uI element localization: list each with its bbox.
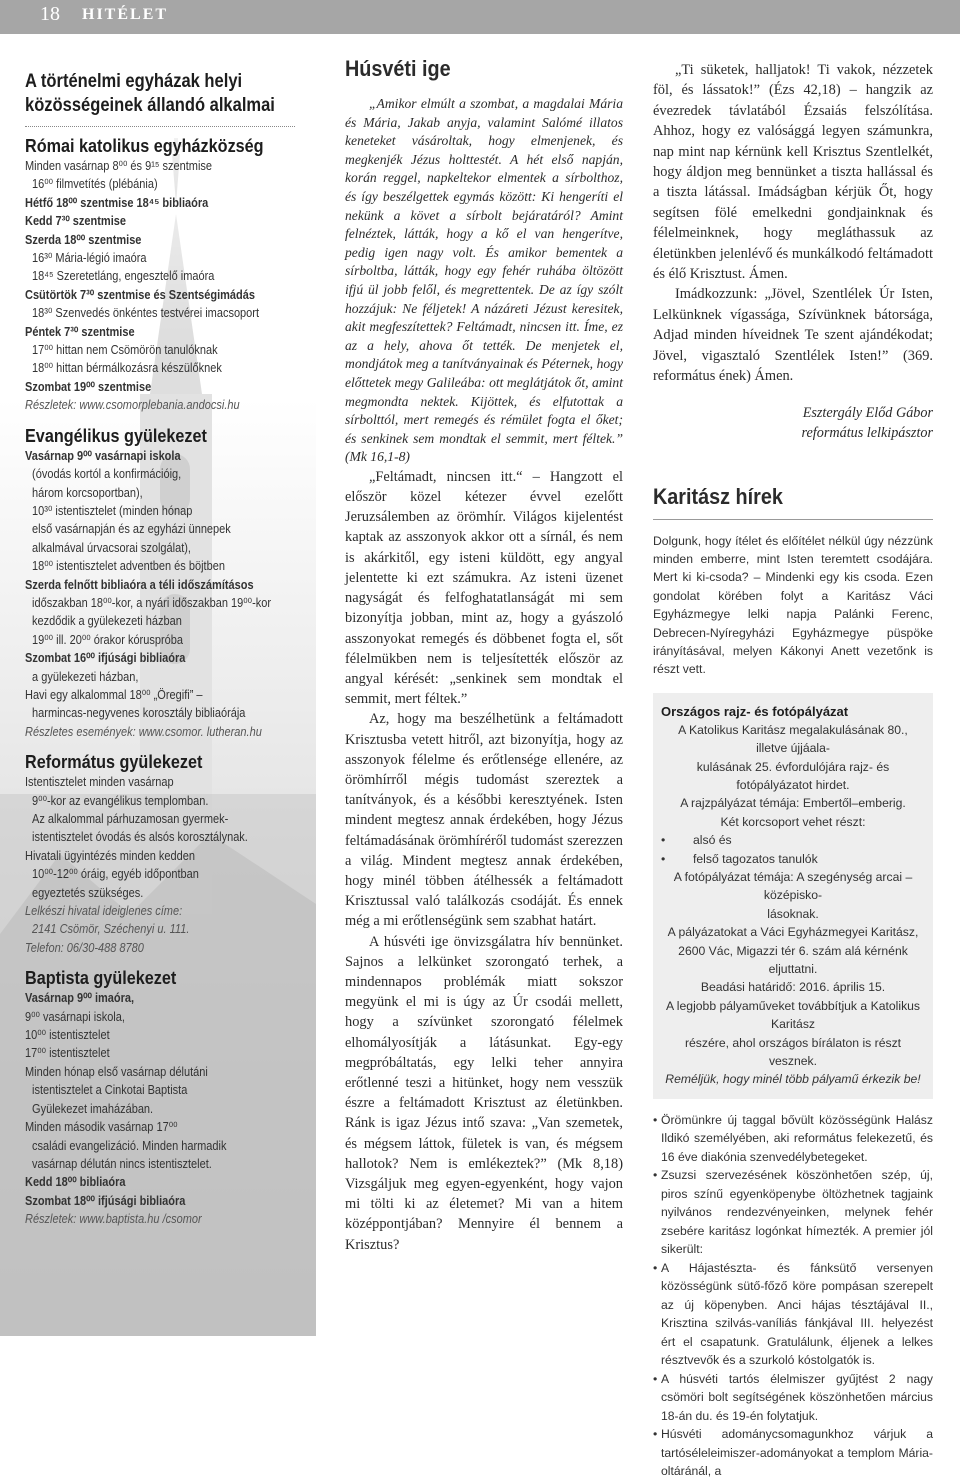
page-number: 18: [40, 3, 60, 25]
header-bar: [0, 0, 960, 34]
scripture-quote: „Amikor elmúlt a szombat, a magdalai Mária és Mária, Jakab anyja, valamint Salómé illatos keneteket vásároltak, hogy elmenjenek, és megkenjék Jézus holttestét. A hét első napján, korán reggel, napkeltekor elmentek a sírbolthoz, és így beszélgettek egymás között: Ki hengeríti el nekünk a követ a sírbolt bejáratáról? Amint felnéztek, látták, hogy a kő el van hengerítve, pedig igen nagy volt. És amikor bementek a sírboltba, látták, hogy egy fehér ruhába öltözött ifjú ül jobb felől, és megrettentek. De az így szólt hozzájuk: Ne féljetek! A názáreti Jézust keresitek, akit megfeszítettek? Feltámadt, nincsen itt. Íme, ez az a hely, ahova őt tették. De menjetek el, mondjátok meg a tanítványainak és Péternek, hogy előttetek megy Galileába: ott meglátjátok őt, amint megmondta nektek. Kijöttek, és elfutottak a sírbolttól, mert remegés és rémület fogta el őket; és senkinek sem mondtak el semmit, mert féltek.” (Mk 16,1-8): [345, 96, 623, 465]
easter-heading: Húsvéti ige: [345, 56, 451, 81]
reformed-heading: Református gyülekezet: [25, 752, 203, 773]
news-item: • A Hájastészta- és fánksütő versenyen közösségünk sütő-főző köre pompásan szerepelt az új köpenyben. Anci hájas tésztájával II., Krisztina szilvás-vaníliás fánkjával III. helyezést ért el csapatunk. Gratulálunk, éljenek a lelkes résztvevők és a szurkoló kóstolgatók is.: [653, 1259, 933, 1370]
baptist-details-link[interactable]: Részletek: www.baptista.hu /csomor: [25, 1212, 202, 1227]
karitasz-heading: Karitász hírek: [653, 483, 783, 509]
karitasz-intro: Dolgunk, hogy ítélet és előítélet nélkül úgy nézzünk minden emberre, mint Isten teremtett csodájára. Mert ki ki-csoda? – Mindenki egy kis csoda. Ezen gondolat körében folyt a Karitász Váci Egyházmegye lelki napja Palánki Ferenc, Debrecen-Nyíregyházi Egyházmegye püspöke irányításával, melyen Kákonyi Anett vezetőnk is részt vett.: [653, 533, 933, 677]
catholic-heading: Római katolikus egyházközség: [25, 136, 264, 156]
news-item: • Zsuzsi szervezésének köszönhetően szép, új, piros színű egyenköpenybe öltözhetnek tagjaink nyilvános rendezvényeinken, melynek fehér zsebére karitász logónkat hímezték. A premier jól sikerült:: [653, 1166, 933, 1259]
sermon-paragraph-1: „Feltámadt, nincsen itt.“ – Hangzott el először közel kétezer évvel ezelőtt Jeruzsálemben az örömhír. Világos kijelentést kaptak az asszonyok akkor ott a sírnál, és nem is akárkitől, egy isteni küldött, egy angyal jelentette ki ezt számukra. Az isteni üzenet nagyságát és felfoghatatlanságát mi sem bizonyítja jobban, mint az, hogy a gyászoló asszonyokat remegés és döbbenet fogta el, sőt félelmükben nem is teljesítették először az angyal kérését: „senkinek sem mondtak el semmit, mert féltek.”: [345, 468, 623, 708]
news-item: • Örömünkre új taggal bővült közösségünk Halász Ildikó személyében, aki református felekezetű, és 16 éve diakónia szenvedélybetegeket.: [653, 1111, 933, 1167]
karitasz-news-list: [653, 1111, 933, 1481]
schedule-column: [25, 70, 307, 1229]
sermon-paragraph-2: Az, hogy ma beszélhetünk a feltámadott Krisztusba vetett hitről, azt bizonyítja, hogy az asszonyok félelme és erőtlensége ellenére, az örömhírről mégis tudomást szereztek a tanítványok, és a későbbi keresztyének. Isten mindent megtesz annak érdekében, hogy Jézus feltámadásának örömhíréről tudomást szerezzen a világ. Mindent megtesz annak érdekében, hogy minél többen átélhessék a feltámadott Krisztussal való találkozás csodáját. És ennek még a mi erőtlenségünk sem szabhat határt.: [345, 711, 623, 930]
news-item: • Húsvéti adománycsomagunkhoz várjuk a tartóséleleimiszer-adományokat a templom Mária-oltáránál, a: [653, 1425, 933, 1481]
competition-box: Országos rajz- és fotópályázat A Katolikus Karitász megalakulásának 80., illetve újjáala- kulásának 25. évfordulójára rajz- és fotópályázatot hirdet. A rajzpályázat témája: Embertől–emberig. Két korcsoport vehet részt: • alsó és • felső tagozatos tanulók A fotópályázat témája: A szegénység arcai – középisko- lásoknak. A pályázatokat a Váci Egyházmegyei Karitász, 2600 Vác, Migazzi tér 6. szám alá kérnénk eljuttatni. Beadási határidő: 2016. április 15. A legjobb pályaműveket továbbítjuk a Katolikus Karitász részére, ahol országos bírálaton is részt vesznek. Reméljük, hogy minél több pályamű érkezik be!: [653, 693, 933, 1099]
baptist-schedule: Vasárnap 9⁰⁰ imaóra, 9⁰⁰ vasárnapi iskola, 10⁰⁰ istentisztelet 17⁰⁰ istentisztelet Minden hónap első vasárnap délutáni istentisztelet a Cinkotai Baptista Gyülekezet imaházában. Minden második vasárnap 17⁰⁰ családi evangelizáció. Minden harmadik vasárnap délután nincs istentisztelet. Kedd 18⁰⁰ bibliaóra Szombat 18⁰⁰ ifjúsági bibliaóra Részletek: www.baptista.hu /csomor: [25, 989, 307, 1228]
prayer-paragraph: Imádkozzunk: „Jövel, Szentlélek Úr Isten, Lelkünknek vígassága, Szívünknek bátorsága, Adjad minden híveidnek Te szent ajándékodat; Jövel, vigasztaló Szentlélek Isten!” (369. református ének) Ámen.: [653, 286, 933, 385]
right-column: [653, 60, 933, 1481]
competition-closing: Reméljük, hogy minél több pályamű érkezik be!: [665, 1072, 921, 1087]
main-title: A történelmi egyházak helyi közösségeinek állandó alkalmai: [25, 71, 275, 116]
reformed-schedule: Istentisztelet minden vasárnap 9⁰⁰-kor az evangélikus templomban. Az alkalommal párhuzamosan gyermek- istentisztelet óvodás és alsós korosztálynak. Hivatali ügyintézés minden kedden 10⁰⁰-12⁰⁰ óráig, egyéb időpontban egyeztetés szükséges. Lelkészi hivatal ideiglenes címe: 2141 Csömör, Széchenyi u. 111. Telefon: 06/30-488 8780: [25, 773, 307, 957]
bullet-item: • felső tagozatos tanulók: [661, 851, 818, 866]
reformed-phone: Telefon: 06/30-488 8780: [25, 940, 144, 955]
catholic-details-link[interactable]: Részletek: www.csomorplebania.andocsi.hu: [25, 398, 240, 413]
bullet-item: • alsó és: [661, 833, 732, 848]
catholic-schedule: Minden vasárnap 8⁰⁰ és 9¹⁵ szentmise 16⁰⁰ filmvetítés (plébánia) Hétfő 18⁰⁰ szentmise 18⁴⁵ bibliaóra Kedd 7³⁰ szentmise Szerda 18⁰⁰ szentmise 16³⁰ Mária-légió imaóra 18⁴⁵ Szeretetláng, engesztelő imaóra Csütörtök 7³⁰ szentmise és Szentségimádás 18³⁰ Szenvedés önkéntes testvérei imacsoport Péntek 7³⁰ szentmise 17⁰⁰ hittan nem Csömörön tanulóknak 18⁰⁰ hittan bérmálkozásra készülőknek Szombat 19⁰⁰ szentmise Részletek: www.csomorplebania.andocsi.hu: [25, 157, 307, 415]
heading-rule: [653, 519, 933, 520]
evangelical-schedule: Vasárnap 9⁰⁰ vasárnapi iskola (óvodás kortól a konfirmációig, három korcsoportban), 10³⁰ istentisztelet (minden hónap első vasárnapján és az egyházi ünnepek alkalmával úrvacsorai szolgálat), 18⁰⁰ istentisztelet adventben és böjtben Szerda felnőtt bibliaóra a téli időszámításos időszakban 18⁰⁰-kor, a nyári időszakban 19⁰⁰-kor kezdődik a gyülekezeti házban 19⁰⁰ ill. 20⁰⁰ órakor kóruspróba Szombat 16⁰⁰ ifjúsági bibliaóra a gyülekezeti házban, Havi egy alkalommal 18⁰⁰ „Öregifi” – harmincas-negyvenes korosztály bibliaórája Részletes események: www.csomor. lutheran.hu: [25, 447, 307, 742]
section-title: HITÉLET: [82, 6, 169, 23]
sermon-paragraph-4: „Ti süketek, halljatok! Ti vakok, nézzetek föl, és lássatok!” (Ézs 42,18) – hangzik az évezredek távlatából Ézsaiás felszólítása. Ahhoz, hogy ez valósággá legyen számunkra, nap mint nap kérnünk kell Krisztus Szentlelkét, hogy áldjon meg bennünket a tiszta hallással és a tiszta látással. Imádságban kérjük Őt, hogy segítsen fölé emelkedni gondjainknak és félelmeinknek, hogy megláthassuk az életünkben jelenlévő és munkálkodó feltámadott és élő Krisztust. Ámen.: [653, 62, 933, 283]
sermon-paragraph-3: A húsvéti ige önvizsgálatra hív bennünket. Sajnos a lelkünket szorongató terhek, a mindennapos problémák miatt sokszor megyünk el mi is úgy az Úr csodái mellett, hogy a szívünket szorongató félelmek elhomályosítják a látásunkat. Egy-egy megpróbáltatás, egy lelki teher annyira erőtlenné teszi a hitünket, hogy nem vesszük észre a feltámadott Krisztust az életünkben. Ránk is igaz Jézus intő szava: „Van szemetek, és mégsem láttok, fületek is van, és mégsem hallotok? Nem is emlékeztek?” (Mk 8,18) Vizsgáljuk meg egyen-egyenként, hogy vajon mi tölti ki az életemet? Mi van a hitem középpontjában? Mennyire él bennem a Krisztus?: [345, 933, 623, 1253]
competition-title: Országos rajz- és fotópályázat: [661, 703, 849, 719]
evangelical-heading: Evangélikus gyülekezet: [25, 425, 207, 446]
evangelical-details-link[interactable]: Részletes események: www.csomor. lutheran.hu: [25, 724, 262, 739]
dotted-divider: [25, 126, 295, 127]
author-signature: Esztergály Előd Gábor református lelkipásztor: [801, 404, 933, 441]
news-item: • A húsvéti tartós élelmiszer gyűjtést 2 nagy csömöri bolt segítségének köszönhetően március 18-án du. és 19-én folytatjuk.: [653, 1370, 933, 1426]
baptist-heading: Baptista gyülekezet: [25, 968, 177, 989]
easter-sermon-column: [345, 55, 623, 1255]
